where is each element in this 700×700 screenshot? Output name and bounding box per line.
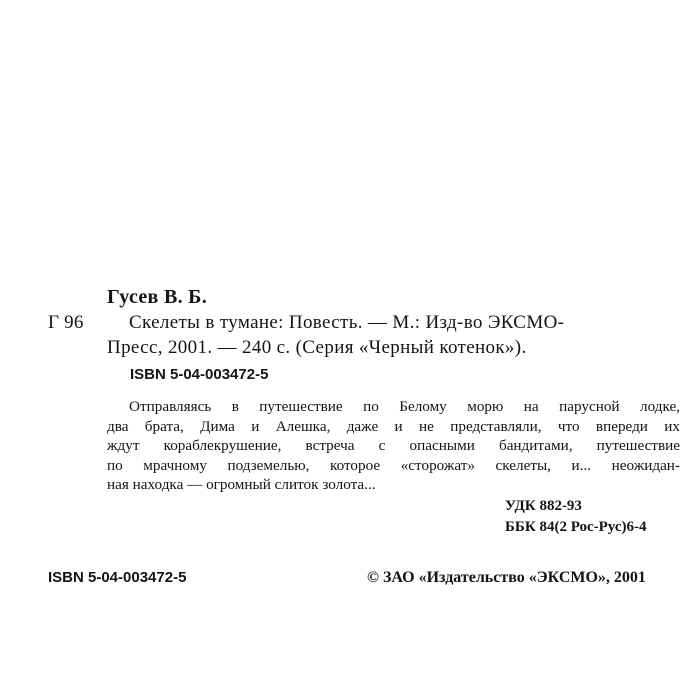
annotation-line: по мрачному подземелью, которое «сторожат» скелеты, и... неожидан- [107, 456, 680, 474]
bibliographic-title-line-1: Скелеты в тумане: Повесть. — М.: Изд-во ЭКСМО- [129, 312, 565, 333]
annotation-line: ждут кораблекрушение, встреча с опасными бандитами, путешествие [107, 437, 680, 455]
copyright-notice: © ЗАО «Издательство «ЭКСМО», 2001 [367, 569, 646, 586]
udk-index: УДК 882-93 [505, 498, 582, 514]
annotation [107, 397, 680, 495]
isbn-catalog: ISBN 5-04-003472-5 [130, 366, 269, 383]
annotation-line: ная находка — огромный слиток золота... [107, 476, 376, 494]
bibliographic-title-line-2: Пресс, 2001. — 240 с. (Серия «Черный котенок»). [107, 337, 527, 358]
isbn-footer: ISBN 5-04-003472-5 [48, 569, 187, 586]
annotation-line: Отправляясь в путешествие по Белому морю на парусной лодке, [129, 398, 680, 415]
bbk-index: ББК 84(2 Рос-Рус)6-4 [505, 519, 647, 535]
annotation-line: два брата, Дима и Алешка, даже и не представляли, что впереди их [107, 417, 680, 435]
author-name: Гусев В. Б. [107, 286, 208, 308]
catalog-code: Г 96 [48, 312, 84, 333]
